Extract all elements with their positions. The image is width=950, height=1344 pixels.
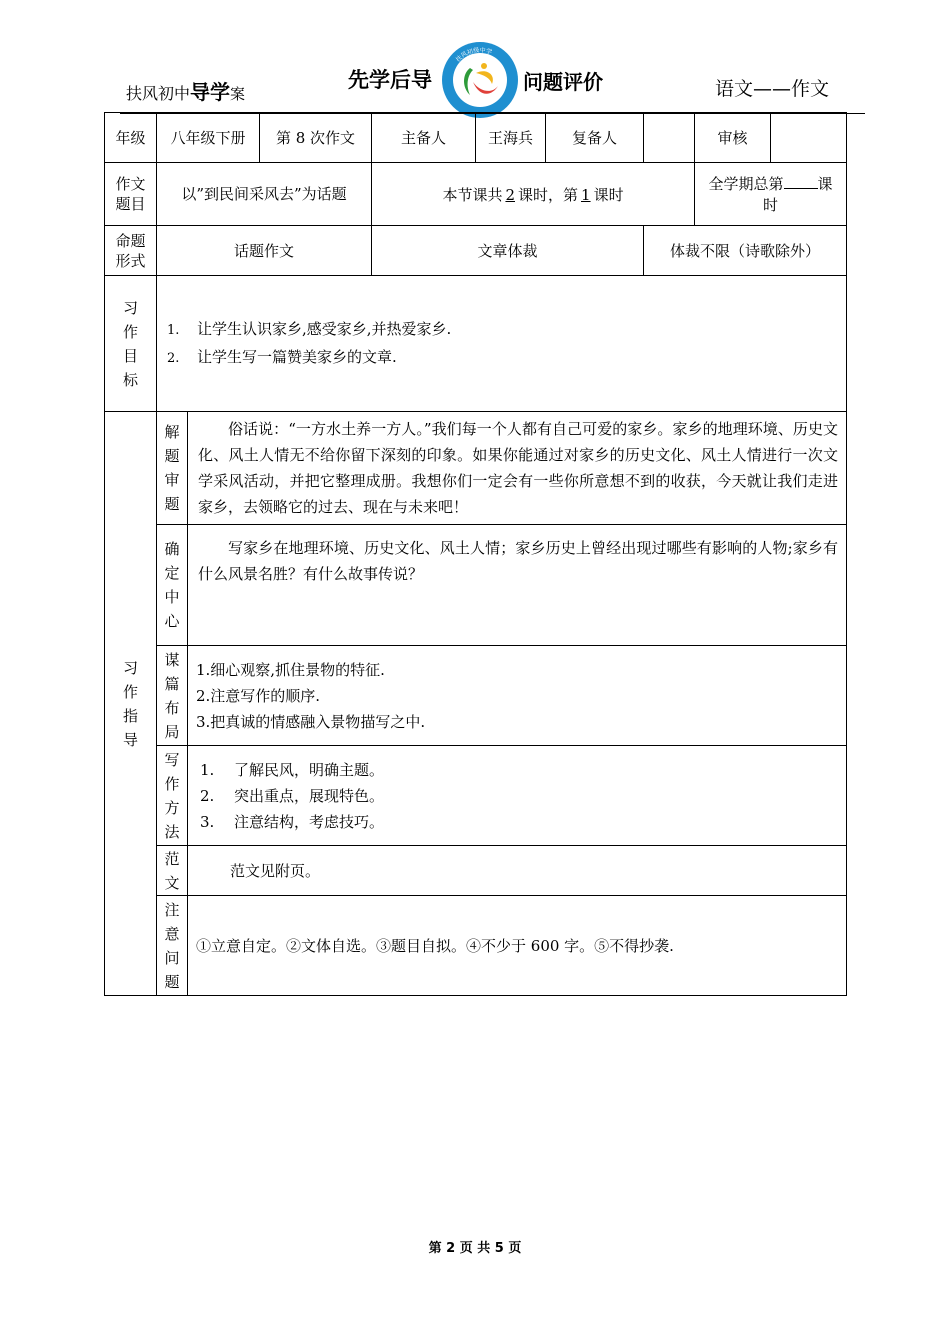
method-text: 了解民风，明确主题。 — [234, 760, 385, 779]
goals-content — [157, 276, 847, 412]
form-row — [105, 226, 847, 276]
analysis-row — [105, 412, 847, 525]
analysis-label — [157, 412, 188, 525]
header-school-title — [126, 76, 245, 105]
term-suffix: 课时 — [763, 175, 833, 214]
form-value: 话题作文 — [157, 226, 372, 276]
review-value — [771, 113, 847, 163]
guidance-label — [105, 412, 157, 996]
goals-label — [105, 276, 157, 412]
goal-num: 1. — [167, 322, 180, 338]
main-prep-value: 王海兵 — [476, 113, 546, 163]
school-logo-icon — [440, 40, 520, 120]
layout-label — [157, 646, 188, 746]
analysis-label-text: 解题审题 — [164, 423, 180, 513]
goal-text: 让学生写一篇赞美家乡的文章. — [197, 347, 397, 366]
layout-item: 3.把真诚的情感融入景物描写之中. — [196, 712, 426, 731]
hours-total: 2 — [505, 185, 515, 204]
method-list — [200, 757, 834, 835]
layout-row — [105, 646, 847, 746]
sample-label-text: 范文 — [164, 849, 180, 892]
grade-value: 八年级下册 — [157, 113, 260, 163]
logo-ring-text: 扶风初级中学 — [454, 46, 493, 64]
goals-label-text: 习作目标 — [123, 298, 139, 389]
method-item — [200, 757, 834, 783]
center-label-text: 确定中心 — [164, 540, 180, 630]
layout-label-text: 谋篇布局 — [164, 650, 180, 741]
genre-label: 文章体裁 — [372, 226, 644, 276]
notes-label — [157, 896, 188, 996]
layout-list — [196, 657, 838, 735]
topic-value: 以”到民间采风去”为话题 — [157, 163, 372, 226]
hours-suffix: 课时 — [593, 185, 624, 204]
method-item — [200, 783, 834, 809]
hours-current: 1 — [581, 185, 591, 204]
goals-list — [167, 316, 836, 372]
center-label — [157, 525, 188, 646]
genre-value: 体裁不限（诗歌除外） — [644, 226, 847, 276]
sample-text: 范文见附页。 — [188, 846, 847, 896]
layout-item: 2.注意写作的顺序. — [196, 686, 321, 705]
goals-row — [105, 276, 847, 412]
co-prep-label: 复备人 — [546, 113, 644, 163]
grade-label: 年级 — [105, 113, 157, 163]
method-row — [105, 746, 847, 846]
goal-text: 让学生认识家乡,感受家乡,并热爱家乡. — [197, 319, 452, 338]
lesson-number: 第 8 次作文 — [260, 113, 372, 163]
method-label-text: 写作方法 — [164, 750, 180, 841]
hours-prefix: 本节课共 — [442, 185, 503, 204]
hours-info — [372, 163, 695, 226]
goal-item — [167, 344, 836, 372]
notes-row — [105, 896, 847, 996]
method-num: 2. — [200, 786, 215, 805]
method-num: 3. — [200, 812, 215, 831]
term-blank — [784, 174, 818, 189]
school-suffix: 案 — [230, 85, 246, 103]
school-prefix: 扶风初中 — [126, 84, 191, 103]
slogan-left: 先学后导 — [348, 68, 432, 92]
goal-num: 2. — [167, 350, 180, 366]
lesson-plan-table — [104, 112, 847, 996]
form-label: 命题形式 — [105, 226, 157, 276]
info-row — [105, 113, 847, 163]
method-content — [188, 746, 847, 846]
method-num: 1. — [200, 760, 215, 779]
method-text: 注意结构，考虑技巧。 — [234, 812, 385, 831]
subject-label: 语文——作文 — [715, 78, 830, 100]
topic-label: 作文题目 — [105, 163, 157, 226]
goal-item — [167, 316, 836, 344]
layout-content — [188, 646, 847, 746]
hours-mid: 课时，第 — [518, 185, 579, 204]
topic-row — [105, 163, 847, 226]
main-prep-label: 主备人 — [372, 113, 476, 163]
sample-label — [157, 846, 188, 896]
method-item — [200, 809, 834, 835]
notes-label-text: 注意问题 — [164, 900, 180, 991]
term-hours — [695, 163, 847, 226]
review-label: 审核 — [695, 113, 771, 163]
slogan-right: 问题评价 — [523, 70, 603, 94]
analysis-text: 俗话说：“一方水土养一方人。”我们每一个人都有自己可爱的家乡。家乡的地理环境、历史文化、风土人情无不给你留下深刻的印象。如果你能通过对家乡的历史文化、风土人情进行一次文学采风活动，并把它整理成册。我想你们一定会有一些你所意想不到的收获，今天就让我们走进家乡，去领略它的过去、现在与未来吧！ — [188, 412, 847, 525]
layout-item: 1.细心观察,抓住景物的特征. — [196, 660, 385, 679]
page-number: 第 2 页 共 5 页 — [428, 1241, 522, 1256]
sample-row — [105, 846, 847, 896]
method-label — [157, 746, 188, 846]
method-text: 突出重点，展现特色。 — [234, 786, 385, 805]
center-text: 写家乡在地理环境、历史文化、风土人情；家乡历史上曾经出现过哪些有影响的人物;家乡有什么风景名胜？有什么故事传说？ — [188, 525, 847, 646]
notes-text: ①立意自定。②文体自选。③题目自拟。④不少于 600 字。⑤不得抄袭. — [188, 896, 847, 996]
co-prep-value — [644, 113, 695, 163]
term-prefix: 全学期总第 — [708, 175, 784, 193]
guidance-label-text: 习作指导 — [123, 658, 139, 749]
school-big-text: 导学 — [190, 80, 231, 104]
center-row — [105, 525, 847, 646]
